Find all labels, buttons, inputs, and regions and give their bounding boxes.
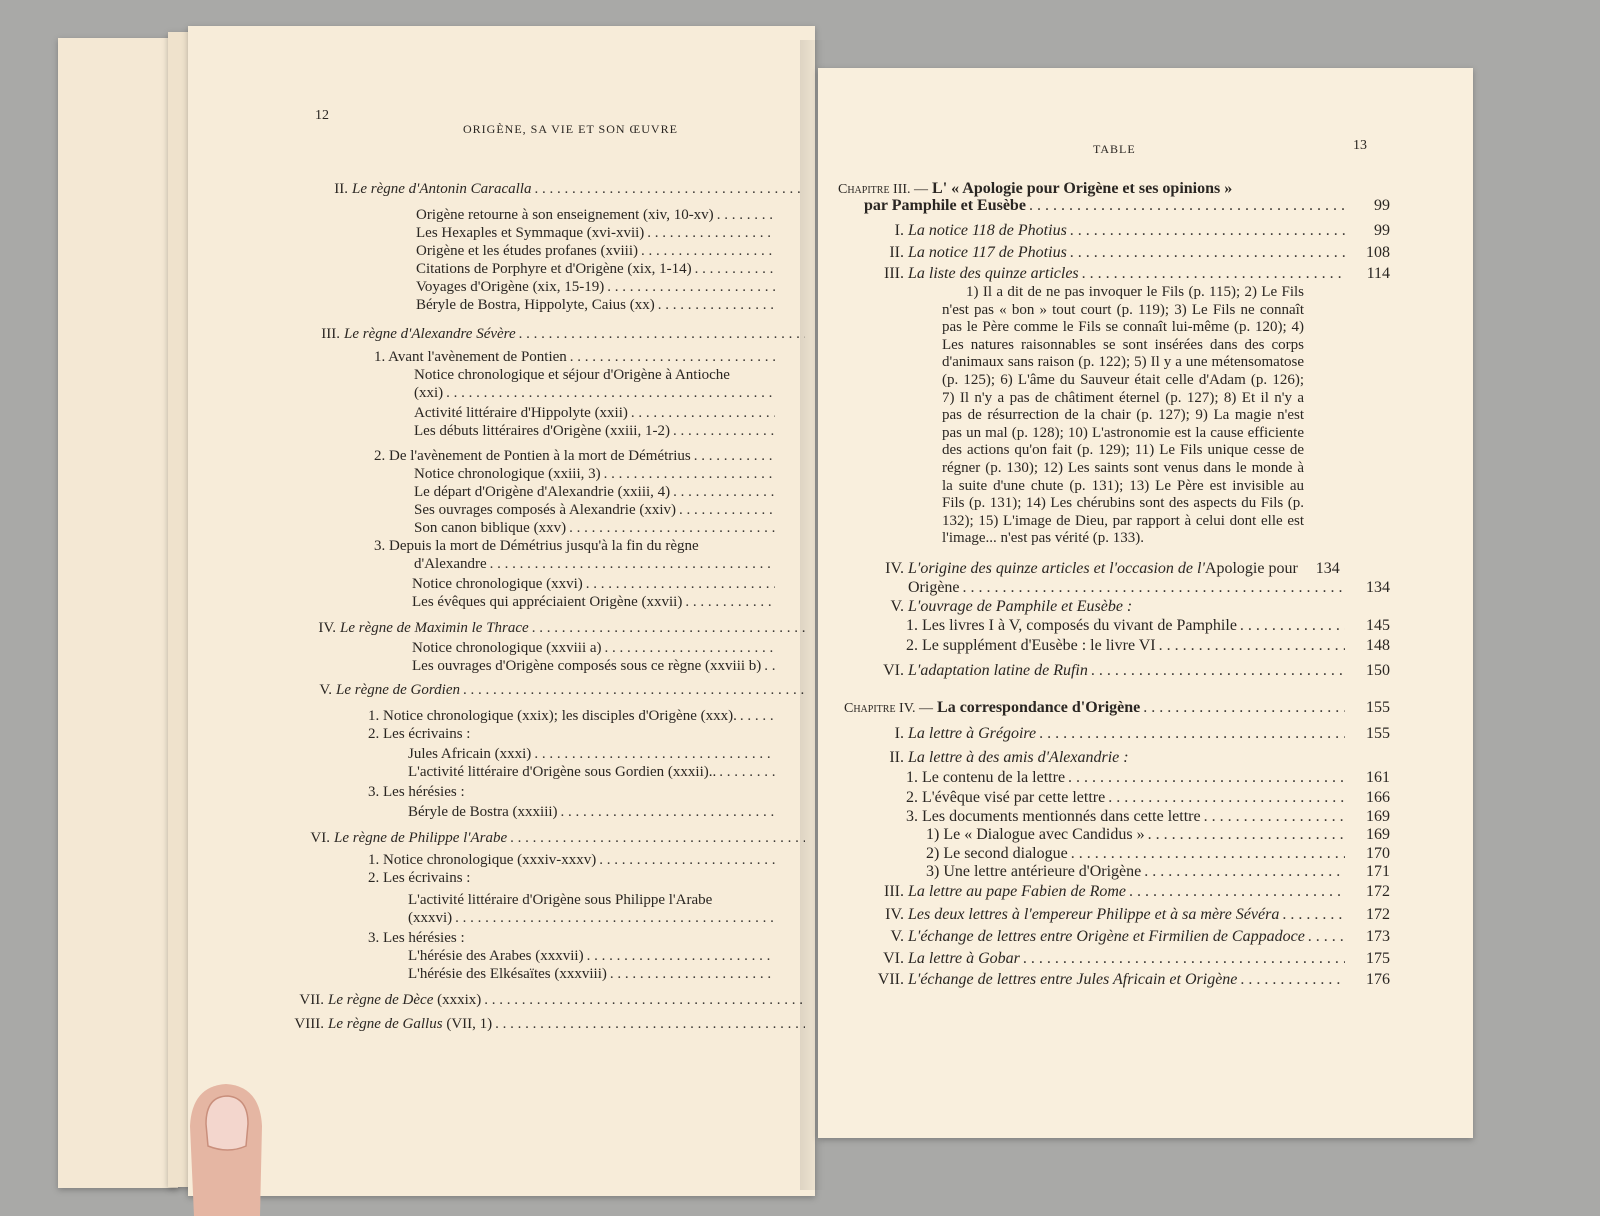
page-number: 12 bbox=[315, 108, 329, 123]
toc-entry bbox=[416, 225, 778, 242]
page-ref: 173 bbox=[1366, 928, 1390, 945]
entry-text: L'hérésie des Arabes (xxxvii) bbox=[408, 948, 584, 964]
entry-number: III. bbox=[884, 883, 904, 900]
finger-image bbox=[176, 1066, 276, 1216]
toc-entry bbox=[906, 617, 1390, 635]
toc-entry bbox=[414, 484, 778, 501]
toc-entry bbox=[412, 640, 778, 657]
entry-number: IV. bbox=[885, 560, 904, 577]
toc-entry bbox=[304, 326, 808, 343]
toc-entry bbox=[844, 662, 1390, 680]
entry-text: Notice chronologique (xxiii, 3) bbox=[414, 466, 601, 482]
toc-entry bbox=[906, 789, 1390, 807]
entry-text: Les Hexaples et Symmaque (xvi-xvii) bbox=[416, 225, 645, 241]
entry-text: 2. L'évêque visé par cette lettre bbox=[906, 789, 1106, 806]
entry-text: Activité littéraire d'Hippolyte (xxii) bbox=[414, 405, 628, 421]
entry-text: 2. Les écrivains : bbox=[368, 870, 471, 886]
entry-text: Ses ouvrages composés à Alexandrie (xxiv) bbox=[414, 502, 677, 518]
page-ref: 161 bbox=[1366, 769, 1390, 786]
chapter-title: L' « Apologie pour Origène et ses opinions » bbox=[932, 180, 1233, 197]
toc-entry bbox=[412, 576, 778, 593]
entry-text: Notice chronologique et séjour d'Origène à Antioche bbox=[414, 367, 730, 383]
toc-entry bbox=[414, 405, 778, 422]
entry-title: Le règne de Philippe l'Arabe bbox=[334, 830, 508, 846]
page-ref: 148 bbox=[1366, 637, 1390, 654]
entry-text: Béryle de Bostra, Hippolyte, Caius (xx) bbox=[416, 297, 655, 313]
toc-entry bbox=[908, 579, 1390, 597]
entry-text: 1. Avant l'avènement de Pontien bbox=[374, 349, 567, 365]
toc-entry bbox=[416, 297, 778, 314]
toc-entry bbox=[408, 966, 778, 983]
entry-number: III. bbox=[321, 326, 340, 342]
entry-number: II. bbox=[889, 749, 904, 766]
page-ref: 134 bbox=[1315, 560, 1340, 577]
left-page bbox=[188, 26, 815, 1196]
entry-text: 2) Le second dialogue bbox=[926, 845, 1068, 862]
toc-entry bbox=[926, 845, 1390, 863]
entry-title: La notice 118 de Photius bbox=[908, 222, 1067, 239]
toc-entry bbox=[906, 808, 1390, 826]
toc-entry bbox=[844, 244, 1390, 262]
entry-text: L'hérésie des Elkésaïtes (xxxviii) bbox=[408, 966, 607, 982]
entry-text: Notice chronologique (xxviii a) bbox=[412, 640, 602, 656]
entry-number: VII. bbox=[877, 971, 904, 988]
toc-entry bbox=[408, 764, 778, 781]
entry-number: VI. bbox=[883, 662, 904, 679]
entry-text: 1. Notice chronologique (xxix); les disciples d'Origène (xxx). bbox=[368, 708, 737, 724]
toc-entry bbox=[288, 1016, 808, 1033]
entry-number: III. bbox=[884, 265, 904, 282]
toc-entry bbox=[926, 863, 1390, 881]
toc-entry bbox=[844, 906, 1390, 924]
toc-entry bbox=[844, 971, 1390, 989]
entry-number: V. bbox=[319, 682, 332, 698]
entry-title: L'origine des quinze articles et l'occasion de l' bbox=[908, 560, 1205, 577]
toc-entry bbox=[374, 448, 778, 465]
page-ref: 99 bbox=[1374, 197, 1390, 214]
toc-entry bbox=[844, 928, 1390, 946]
entry-text: Les évêques qui appréciaient Origène (xxvii) bbox=[412, 594, 683, 610]
toc-entry bbox=[414, 423, 778, 440]
chapter-heading-line2 bbox=[864, 197, 1390, 215]
entry-title: Le règne de Gordien bbox=[336, 682, 460, 698]
page-ref: 175 bbox=[1366, 950, 1390, 967]
entry-title: Le règne d'Antonin Caracalla bbox=[352, 181, 532, 197]
toc-entry bbox=[906, 637, 1390, 655]
entry-title: La notice 117 de Photius bbox=[908, 244, 1067, 261]
page-ref: 134 bbox=[1366, 579, 1390, 596]
entry-number: VI. bbox=[883, 950, 904, 967]
entry-text: Le départ d'Origène d'Alexandrie (xxiii, 4) bbox=[414, 484, 671, 500]
toc-entry bbox=[408, 892, 778, 909]
entry-text: 3. Les documents mentionnés dans cette lettre bbox=[906, 808, 1201, 825]
page-ref: 169 bbox=[1366, 808, 1390, 825]
entry-text: Notice chronologique (xxvi) bbox=[412, 576, 583, 592]
entry-title: L'adaptation latine de Rufin bbox=[908, 662, 1088, 679]
entry-title: Le règne de Gallus bbox=[328, 1016, 443, 1032]
toc-entry bbox=[368, 852, 778, 869]
toc-entry bbox=[374, 538, 778, 555]
page-ref: 169 bbox=[1366, 826, 1390, 843]
entry-text: Béryle de Bostra (xxxiii) bbox=[408, 804, 558, 820]
entry-title: L'échange de lettres entre Jules Africain et Origène bbox=[908, 971, 1238, 988]
running-head: ORIGÈNE, SA VIE ET SON ŒUVRE bbox=[463, 122, 678, 136]
toc-entry bbox=[416, 279, 778, 296]
toc-entry bbox=[844, 725, 1390, 743]
toc-entry bbox=[414, 367, 778, 384]
entry-number: VI. bbox=[310, 830, 330, 846]
entry-text: L'activité littéraire d'Origène sous Philippe l'Arabe bbox=[408, 892, 713, 908]
toc-entry bbox=[844, 950, 1390, 968]
entry-text: (xxxvi) bbox=[408, 910, 453, 926]
entry-text: 1. Notice chronologique (xxxiv-xxxv) bbox=[368, 852, 597, 868]
entry-number: VIII. bbox=[294, 1016, 324, 1032]
toc-entry bbox=[368, 726, 778, 743]
entry-number: V. bbox=[890, 928, 904, 945]
entry-text: 1. Les livres I à V, composés du vivant de Pamphile bbox=[906, 617, 1237, 634]
articles-summary: 1) Il a dit de ne pas invoquer le Fils (p. 115); 2) Le Fils n'est pas « bon » tout court (p. 119); 3) Le Fils ne connaît pas le Père comme le Fils se connaît lui-même (p. 120); 4) Les natures raisonnables se sont insérées dans des corps d'animaux sans raison (p. 122); 5) Il y a une métensomatose (p. 125); 6) L'âme du Sauveur était celle d'Adam (p. 126); 7) Il n'y a pas de châtiment éternel (p. 127); 8) Et il n'y a pas de résurrection de la chair (p. 127); 9) La magie n'est pas un mal (p. 128); 10) L'astronomie est la cause efficiente des actions qu'on fait (p. 129); 11) Le Fils unique cesse de régner (p. 130); 12) Les saints sont venus dans le monde à la suite d'une chute (p. 131); 13) Le Père est invisible au Fils (p. 131); 14) Les chérubins sont des aspects du Fils (p. 132); 15) L'image de Dieu, par rapport à celui dont elle est l'image... n'est pas vérité (p. 133). bbox=[942, 284, 1304, 547]
toc-entry bbox=[844, 749, 1390, 767]
entry-text: (xxi) bbox=[414, 385, 444, 401]
toc-entry bbox=[408, 746, 778, 763]
page-number: 13 bbox=[1353, 138, 1367, 153]
toc-entry bbox=[368, 784, 778, 801]
toc-entry bbox=[414, 520, 778, 537]
entry-text: Les débuts littéraires d'Origène (xxiii, 1-2) bbox=[414, 423, 670, 439]
page-ref: 166 bbox=[1366, 789, 1390, 806]
entry-text: 1. Le contenu de la lettre bbox=[906, 769, 1066, 786]
entry-text: 2. Le supplément d'Eusèbe : le livre VI bbox=[906, 637, 1156, 654]
toc-entry bbox=[414, 502, 778, 519]
entry-text: 3. Depuis la mort de Démétrius jusqu'à la fin du règne bbox=[374, 538, 699, 554]
toc-entry bbox=[296, 682, 808, 699]
toc-entry bbox=[294, 830, 808, 847]
entry-text: Origène et les études profanes (xviii) bbox=[416, 243, 639, 259]
chapter-title-cont: par Pamphile et Eusèbe bbox=[864, 197, 1026, 214]
entry-number: I. bbox=[894, 725, 904, 742]
toc-entry bbox=[416, 261, 778, 278]
entry-title: Le règne d'Alexandre Sévère bbox=[344, 326, 516, 342]
toc-entry bbox=[368, 708, 778, 725]
toc-entry bbox=[906, 769, 1390, 787]
toc-entry bbox=[844, 883, 1390, 901]
toc-entry bbox=[844, 222, 1390, 240]
page-ref: 176 bbox=[1366, 971, 1390, 988]
chapter-label: Chapitre III. — bbox=[838, 182, 929, 197]
entry-text: 2. De l'avènement de Pontien à la mort de Démétrius bbox=[374, 448, 691, 464]
page-ref: 99 bbox=[1374, 222, 1390, 239]
entry-text: Voyages d'Origène (xix, 15-19) bbox=[416, 279, 605, 295]
toc-entry bbox=[844, 598, 1390, 616]
toc-entry bbox=[412, 658, 778, 675]
toc-entry bbox=[412, 594, 778, 611]
entry-text: Les ouvrages d'Origène composés sous ce règne (xxviii b) bbox=[412, 658, 762, 674]
toc-entry bbox=[368, 870, 778, 887]
toc-entry bbox=[844, 560, 1390, 578]
toc-entry bbox=[408, 804, 778, 821]
entry-text: 2. Les écrivains : bbox=[368, 726, 471, 742]
entry-number: IV. bbox=[885, 906, 904, 923]
underlying-page-edge bbox=[58, 38, 178, 1188]
entry-suffix: (xxxix) bbox=[433, 992, 482, 1008]
toc-entry bbox=[368, 930, 778, 947]
entry-cont: Origène bbox=[908, 579, 960, 596]
chapter-title: La correspondance d'Origène bbox=[937, 699, 1141, 716]
toc-list bbox=[188, 26, 815, 1196]
toc-entry bbox=[408, 910, 778, 927]
chapter-heading bbox=[844, 699, 1390, 717]
entry-text: 3. Les hérésies : bbox=[368, 930, 465, 946]
toc-entry bbox=[414, 556, 778, 573]
entry-number: IV. bbox=[318, 620, 336, 636]
entry-text: 1) Le « Dialogue avec Candidus » bbox=[926, 826, 1145, 843]
page-ref: 155 bbox=[1366, 725, 1390, 742]
toc-entry bbox=[416, 243, 778, 260]
page-ref: 170 bbox=[1366, 845, 1390, 862]
page-ref: 114 bbox=[1366, 265, 1390, 282]
page-ref: 150 bbox=[1366, 662, 1390, 679]
toc-entry bbox=[414, 466, 778, 483]
toc-entry bbox=[312, 181, 808, 198]
entry-text: Origène retourne à son enseignement (xiv, 10-xv) bbox=[416, 207, 714, 223]
page-ref: 172 bbox=[1366, 906, 1390, 923]
entry-title: L'échange de lettres entre Origène et Firmilien de Cappadoce bbox=[908, 928, 1305, 945]
entry-text: L'activité littéraire d'Origène sous Gordien (xxxii).. bbox=[408, 764, 717, 780]
entry-title: La lettre à Grégoire bbox=[908, 725, 1037, 742]
entry-title: La lettre à des amis d'Alexandrie : bbox=[908, 749, 1129, 766]
toc-entry bbox=[416, 207, 778, 224]
entry-title: La lettre à Gobar bbox=[908, 950, 1020, 967]
chapter-label: Chapitre IV. — bbox=[844, 701, 934, 716]
toc-entry bbox=[414, 385, 778, 402]
running-head: TABLE bbox=[1093, 142, 1136, 156]
toc-entry bbox=[408, 948, 778, 965]
toc-entry bbox=[374, 349, 778, 366]
entry-number: II. bbox=[334, 181, 348, 197]
entry-text: Citations de Porphyre et d'Origène (xix, 1-14) bbox=[416, 261, 692, 277]
entry-text: 3. Les hérésies : bbox=[368, 784, 465, 800]
right-page bbox=[818, 68, 1473, 1138]
entry-number: VII. bbox=[299, 992, 324, 1008]
toc-entry bbox=[300, 620, 808, 637]
page-ref: 145 bbox=[1366, 617, 1390, 634]
chapter-heading bbox=[838, 180, 1348, 198]
entry-text: Son canon biblique (xxv) bbox=[414, 520, 567, 536]
entry-text: Jules Africain (xxxi) bbox=[408, 746, 532, 762]
entry-text: 3) Une lettre antérieure d'Origène bbox=[926, 863, 1142, 880]
entry-number: I. bbox=[894, 222, 904, 239]
entry-title: Le règne de Dèce bbox=[328, 992, 434, 1008]
toc-entry bbox=[926, 826, 1390, 844]
page-ref: 171 bbox=[1366, 863, 1390, 880]
page-ref: 155 bbox=[1366, 699, 1390, 716]
toc-entry bbox=[844, 265, 1390, 283]
entry-suffix: (VII, 1) bbox=[442, 1016, 493, 1032]
entry-title: L'ouvrage de Pamphile et Eusèbe : bbox=[908, 598, 1133, 615]
toc-entry bbox=[288, 992, 808, 1009]
entry-title: La liste des quinze articles bbox=[908, 265, 1079, 282]
entry-title-upright: Apologie pour bbox=[1204, 560, 1298, 577]
page-ref: 108 bbox=[1366, 244, 1390, 261]
entry-number: V. bbox=[890, 598, 904, 615]
entry-title: Les deux lettres à l'empereur Philippe et à sa mère Sévéra bbox=[908, 906, 1280, 923]
entry-number: II. bbox=[889, 244, 904, 261]
page-ref: 172 bbox=[1366, 883, 1390, 900]
entry-text: d'Alexandre bbox=[414, 556, 487, 572]
entry-title: La lettre au pape Fabien de Rome bbox=[908, 883, 1127, 900]
entry-title: Le règne de Maximin le Thrace bbox=[340, 620, 529, 636]
